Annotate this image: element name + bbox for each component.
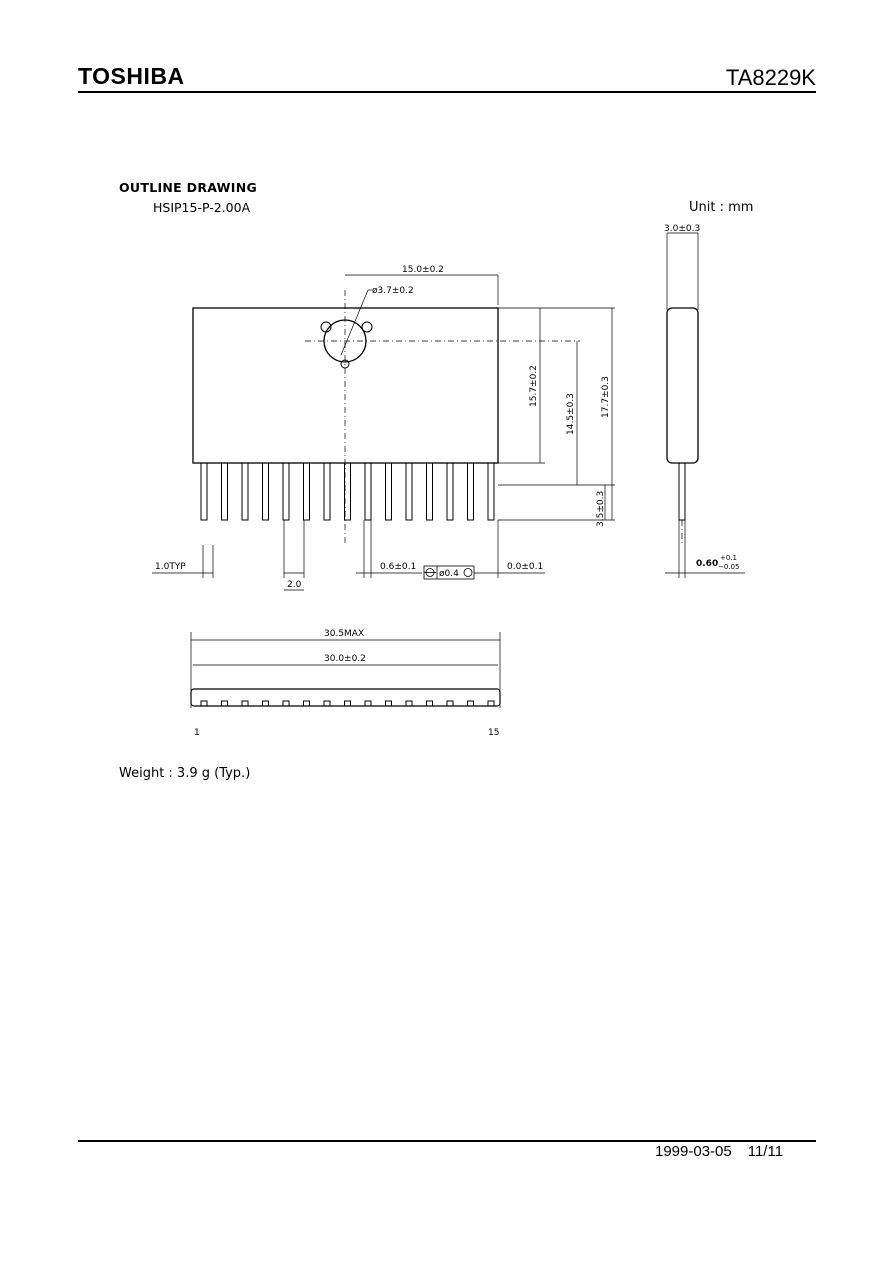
bottom-lead-pin <box>468 701 474 706</box>
lead-pin <box>263 463 269 520</box>
tolerance-value: ø0.4 <box>439 569 459 579</box>
tab-width-label: 15.0±0.2 <box>402 265 444 275</box>
bottom-view <box>191 629 500 738</box>
lead-pin <box>468 463 474 520</box>
hole-dia-label: ø3.7±0.2 <box>372 286 414 296</box>
side-body <box>667 308 698 463</box>
weight-text: Weight : 3.9 g (Typ.) <box>119 766 251 781</box>
lead-pin <box>488 463 494 520</box>
lead-pin <box>447 463 453 520</box>
lead-pin <box>365 463 371 520</box>
bottom-lead-group <box>201 701 494 706</box>
footer <box>655 1142 783 1162</box>
section-title: OUTLINE DRAWING <box>119 180 258 195</box>
unit-label: Unit : mm <box>689 200 754 215</box>
pin-1-label: 1 <box>194 728 200 738</box>
lead-group <box>201 463 494 520</box>
bottom-lead-pin <box>386 701 392 706</box>
pin-15-label: 15 <box>488 728 500 738</box>
bottom-lead-pin <box>242 701 248 706</box>
lead-length-label: 3.5±0.3 <box>596 490 606 527</box>
lead-pin <box>283 463 289 520</box>
height-17-7-label: 17.7±0.3 <box>601 376 611 418</box>
offset-label: 0.0±0.1 <box>507 562 544 572</box>
bottom-lead-pin <box>365 701 371 706</box>
bottom-lead-pin <box>488 701 494 706</box>
bottom-body <box>191 689 500 706</box>
package-body <box>193 308 498 463</box>
pitch-typ-label: 1.0TYP <box>155 562 186 572</box>
brand-logo: TOSHIBA <box>78 63 185 89</box>
footer-date: 1999-03-05 <box>655 1143 732 1160</box>
lead-pin <box>324 463 330 520</box>
bottom-lead-pin <box>324 701 330 706</box>
bottom-lead-pin <box>304 701 310 706</box>
lead-pin <box>345 463 351 520</box>
footer-page: 11/11 <box>747 1143 784 1160</box>
package-code: HSIP15-P-2.00A <box>153 200 251 215</box>
bottom-lead-pin <box>263 701 269 706</box>
bottom-lead-pin <box>345 701 351 706</box>
pitch-label: 2.0 <box>287 580 302 590</box>
side-view <box>664 224 745 578</box>
bottom-lead-pin <box>201 701 207 706</box>
front-view <box>152 265 615 590</box>
bottom-lead-pin <box>406 701 412 706</box>
part-number: TA8229K <box>725 65 816 90</box>
lead-pin <box>304 463 310 520</box>
lead-thickness-minus: −0.05 <box>718 563 740 571</box>
hole-lug-right <box>362 322 372 332</box>
height-14-5-label: 14.5±0.3 <box>566 393 576 435</box>
lead-thickness-plus: +0.1 <box>720 554 737 562</box>
lead-pin <box>427 463 433 520</box>
lead-pin <box>201 463 207 520</box>
body-length-label: 30.0±0.2 <box>324 654 366 664</box>
body-max-label: 30.5MAX <box>324 629 365 639</box>
bottom-lead-pin <box>222 701 228 706</box>
lead-pin <box>386 463 392 520</box>
lead-thickness-label: 0.60 <box>696 559 719 569</box>
lead-width-label: 0.6±0.1 <box>380 562 417 572</box>
bottom-lead-pin <box>427 701 433 706</box>
bottom-lead-pin <box>447 701 453 706</box>
lead-pin <box>242 463 248 520</box>
bottom-lead-pin <box>283 701 289 706</box>
side-lead <box>679 463 685 520</box>
height-15-7-label: 15.7±0.2 <box>529 365 539 407</box>
thickness-label: 3.0±0.3 <box>664 224 701 234</box>
lead-pin <box>222 463 228 520</box>
lead-pin <box>406 463 412 520</box>
